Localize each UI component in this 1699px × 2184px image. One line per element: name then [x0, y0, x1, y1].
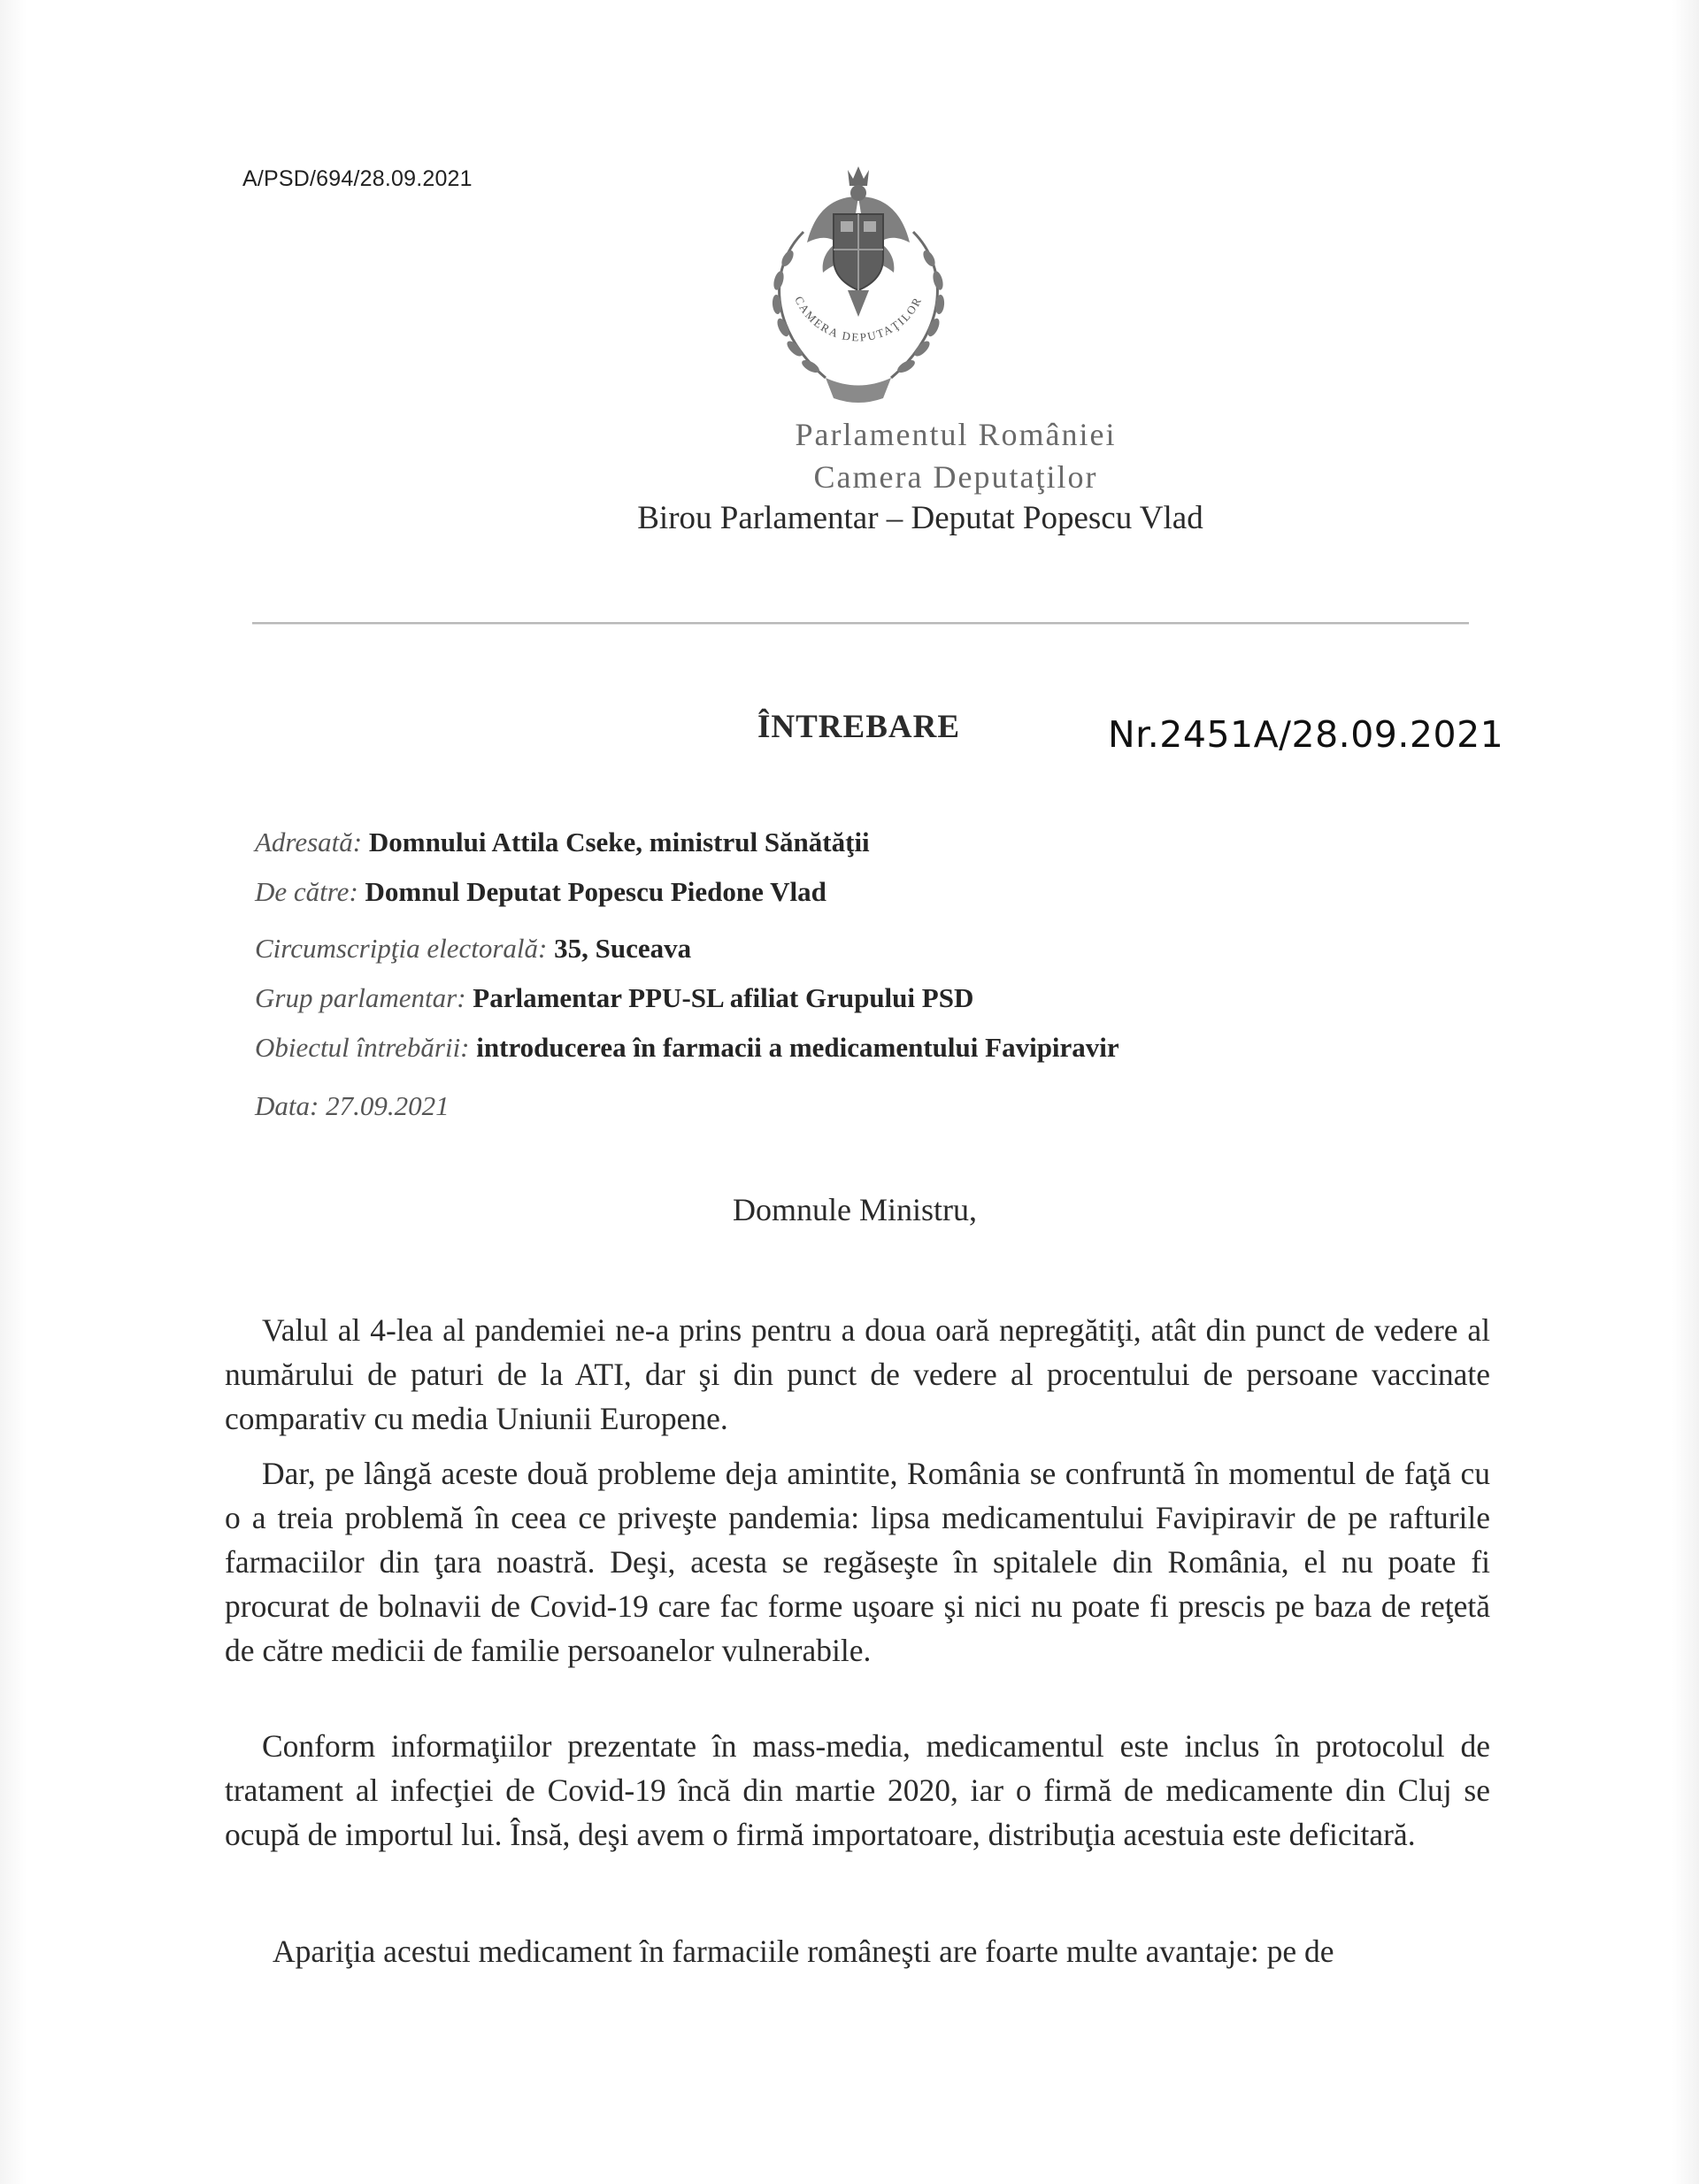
body-paragraph: Apariţia acestui medicament în farmaciile româneşti are foarte multe avantaje: pe de [273, 1934, 1334, 1969]
meta-object-label: Obiectul întrebării: [255, 1032, 470, 1063]
header-parliament: Parlamentul României [795, 417, 1117, 452]
meta-addressee-label: Adresată: [255, 827, 363, 857]
header-office: Birou Parlamentar – Deputat Popescu Vlad [637, 500, 1203, 536]
meta-addressee-value: Domnului Attila Cseke, ministrul Sănătăţii [368, 827, 870, 857]
body-paragraph: Dar, pe lângă aceste două probleme deja amintite, România se confruntă în momentul de faţă cu o a treia problemă în ceea ce priveşte pandemia: lipsa medicamentului Favipiravir de pe rafturile farmaciilor din ţara noastră. Deşi, acesta se regăseşte în spitalele din România, el nu poate fi procurat de bolnavii de Covid-19 care fac forme uşoare şi nici nu poate fi prescis pe baza de reţetă de către medicii de familie persoanelor vulnerabile. [225, 1456, 1490, 1668]
meta-group-label: Grup parlamentar: [255, 982, 466, 1013]
meta-from-value: Domnul Deputat Popescu Piedone Vlad [365, 876, 826, 907]
meta-date-line: Data: 27.09.2021 [255, 1090, 450, 1121]
meta-group [255, 982, 973, 1014]
registration-number: A/PSD/694/28.09.2021 [242, 166, 473, 191]
salutation: Domnule Ministru, [733, 1192, 977, 1227]
body-paragraph: Conform informaţiilor prezentate în mass-media, medicamentul este inclus în protocolul de tratament al infecţiei de Covid-19 încă din martie 2020, iar o firmă de medicamente din Cluj se ocupă de importul lui. Însă, deşi avem o firmă importatoare, distribuţia acestuia este deficitară. [225, 1728, 1490, 1852]
meta-object [255, 1032, 1119, 1064]
coat-of-arms-icon [742, 161, 975, 411]
reference-number: Nr.2451A/28.09.2021 [1108, 713, 1504, 756]
meta-from-label: De către: [255, 876, 358, 907]
meta-from [255, 876, 826, 908]
meta-district-value: 35, Suceava [554, 933, 692, 964]
header-divider [252, 622, 1469, 624]
meta-object-value: introducerea în farmacii a medicamentului Favipiravir [476, 1032, 1119, 1063]
header-chamber: Camera Deputaţilor [813, 459, 1098, 495]
meta-district-label: Circumscripţia electorală: [255, 933, 548, 964]
body-paragraph: Valul al 4-lea al pandemiei ne-a prins pentru a doua oară nepregătiţi, atât din punct de vedere al numărului de paturi de la ATI, dar şi din punct de vedere al procentului de persoane vaccinate comparativ cu media Uniunii Europene. [225, 1312, 1490, 1436]
document-title: ÎNTREBARE [757, 709, 960, 745]
svg-text:CAMERA DEPUTAŢILOR: CAMERA DEPUTAŢILOR [792, 294, 925, 344]
meta-group-value: Parlamentar PPU-SL afiliat Grupului PSD [473, 982, 974, 1013]
meta-district [255, 933, 691, 965]
meta-addressee [255, 827, 870, 858]
meta-date [255, 1090, 450, 1122]
